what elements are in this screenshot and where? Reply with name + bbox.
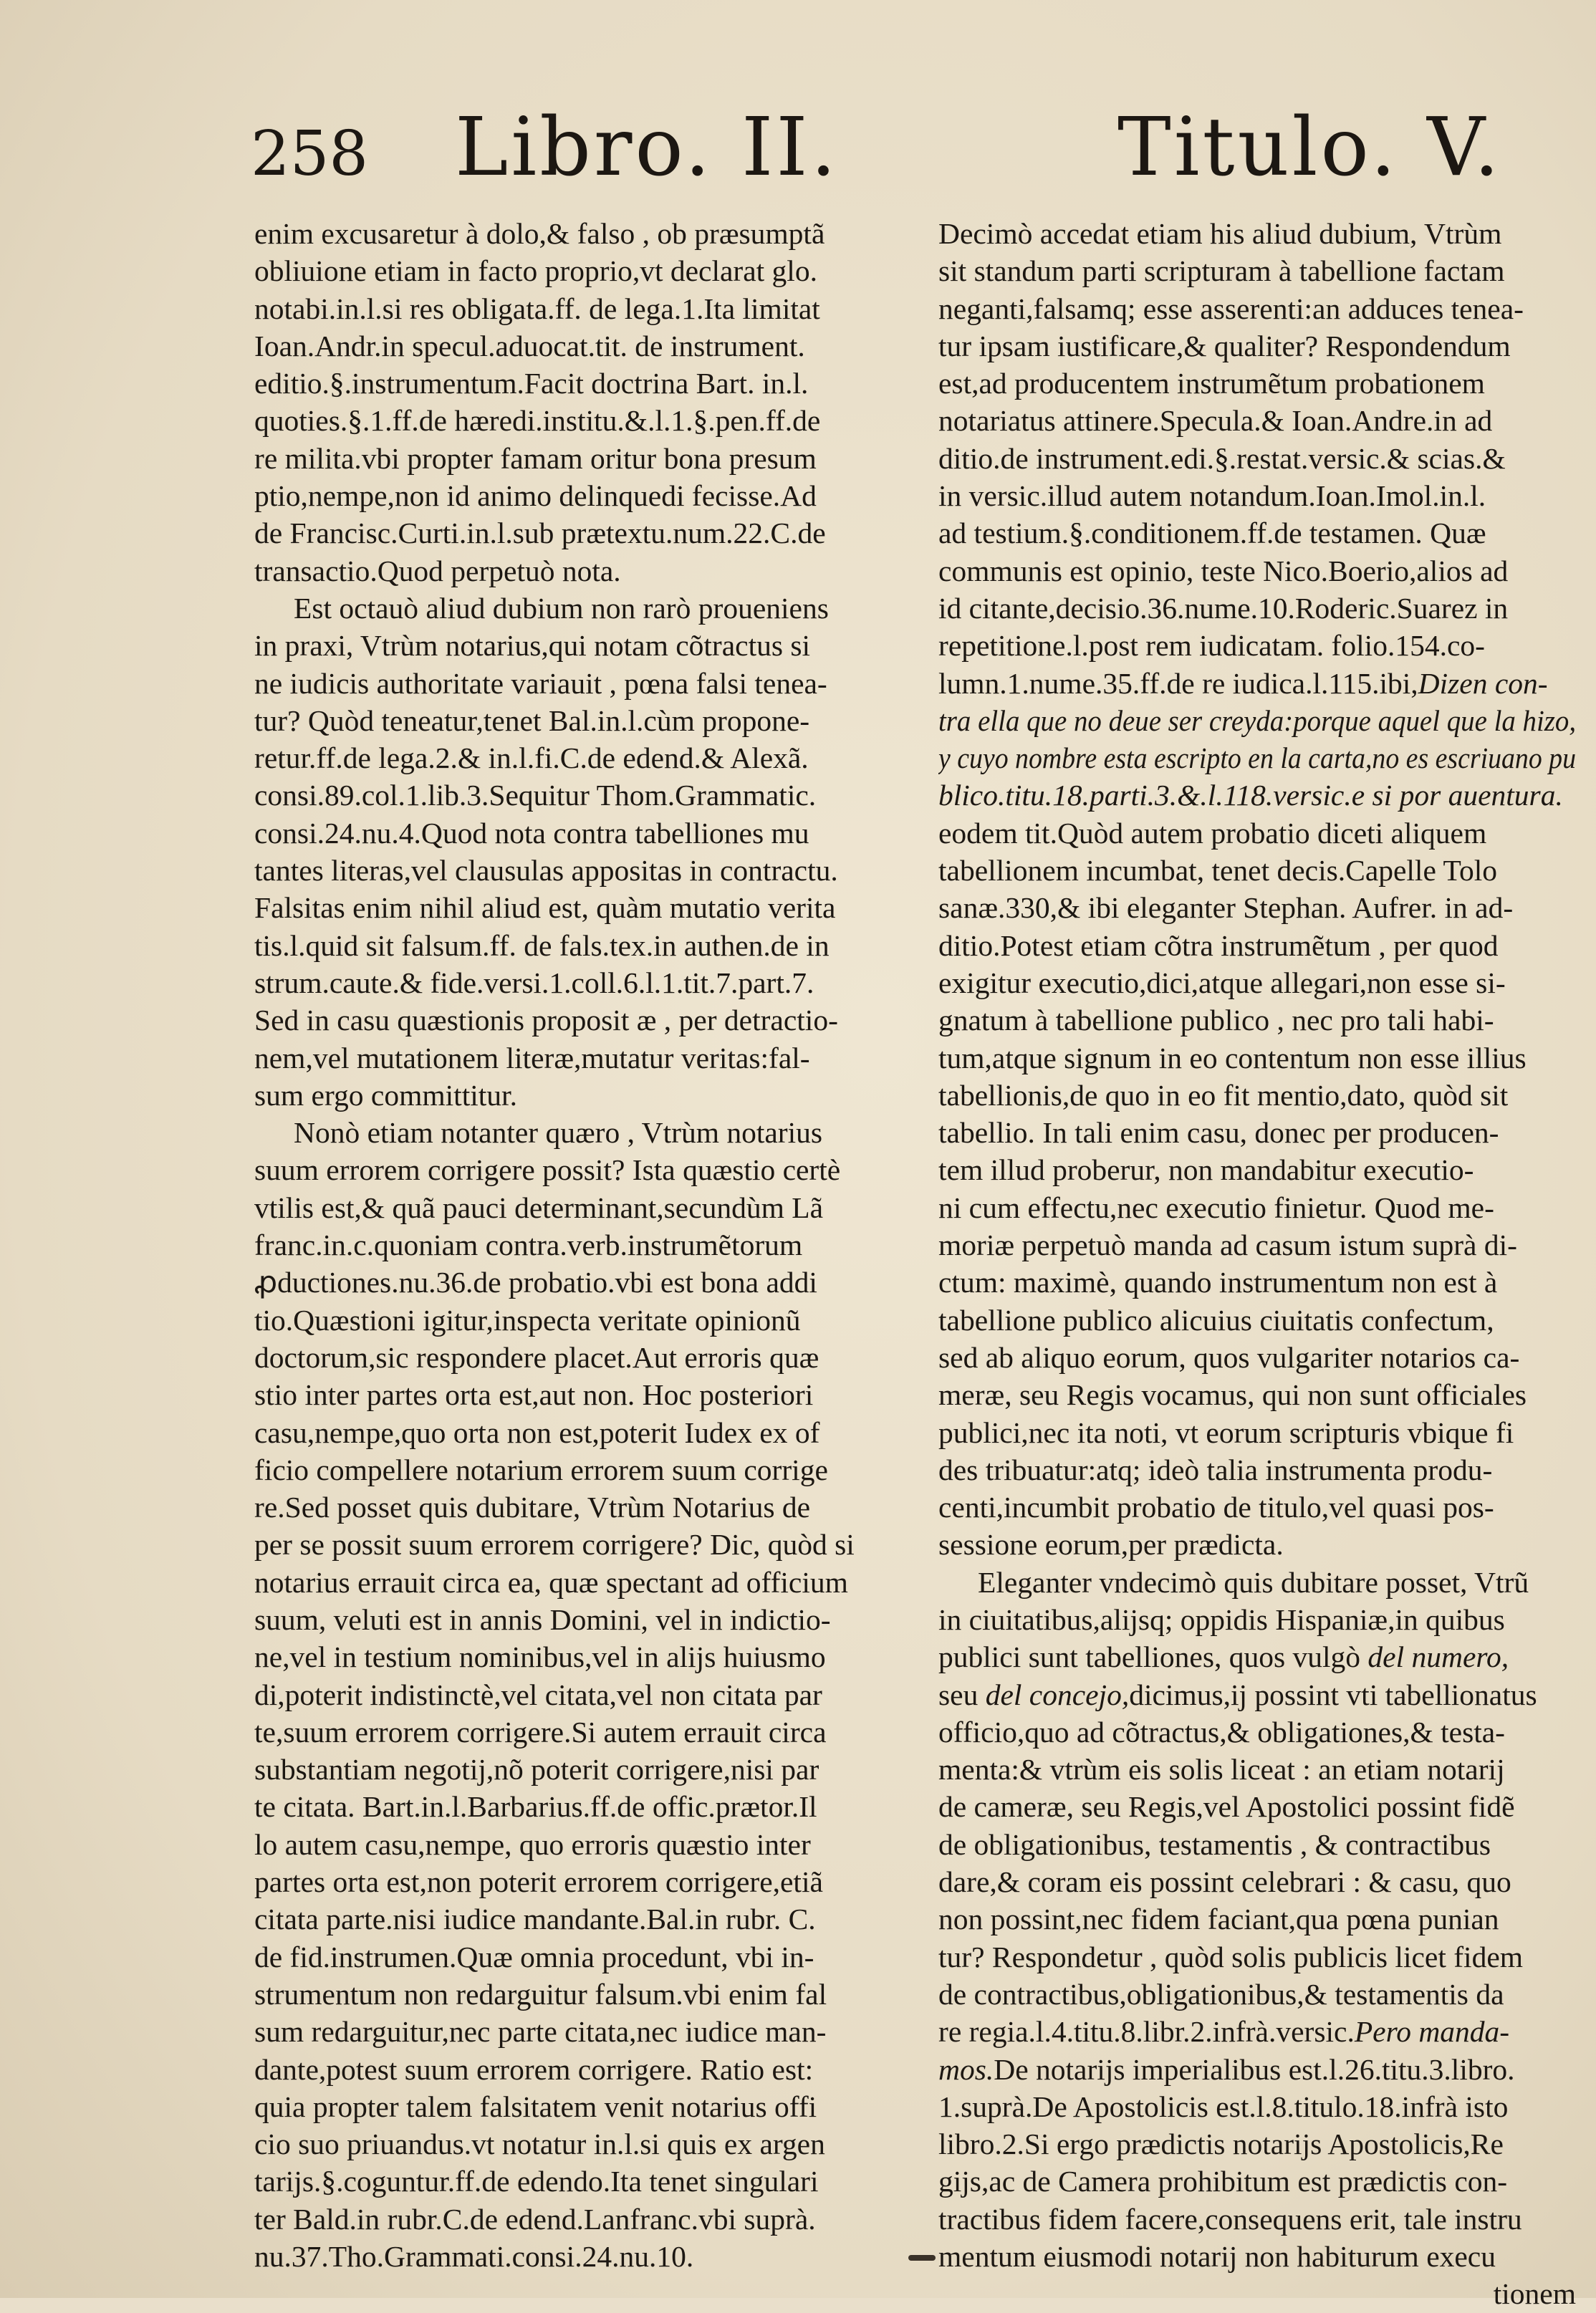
text-line: enim excusaretur à dolo,& falso , ob præsumptã <box>254 217 825 250</box>
text-line: te citata. Bart.in.l.Barbarius.ff.de offic.prætor.Il <box>254 1790 817 1824</box>
text-line: communis est opinio, teste Nico.Boerio,alios ad <box>938 554 1509 587</box>
text-line: gnatum à tabellione publico , nec pro tali habi- <box>938 1004 1494 1037</box>
text-line: suum, veluti est in annis Domini, vel in indictio- <box>254 1602 831 1636</box>
text-line: in ciuitatibus,alijsq; oppidis Hispaniæ,in quibus <box>938 1602 1505 1636</box>
text-line: tur? Quòd teneatur,tenet Bal.in.l.cùm propone- <box>254 703 810 737</box>
text-segment: De notarijs imperialibus est.l.26.titu.3.libro. <box>994 2052 1515 2086</box>
text-line: ne,vel in testium nominibus,vel in alijs huiusmo <box>254 1640 826 1674</box>
text-line: de Francisc.Curti.in.l.sub prætextu.num.22.C.de <box>254 516 826 550</box>
text-line: moriæ perpetuò manda ad casum istum suprà di- <box>938 1228 1517 1262</box>
spanish-quote-line: tra ella que no deue ser creyda:porque aquel que la hizo, <box>938 703 1576 737</box>
right-column <box>938 215 1576 2313</box>
text-line: nu.37.Tho.Grammati.consi.24.nu.10. <box>254 2240 694 2274</box>
text-line: ni cum effectu,nec executio finietur. Quod me- <box>938 1191 1494 1224</box>
text-line: ne iudicis authoritate variauit , pœna falsi tenea- <box>254 666 827 700</box>
page-header <box>0 101 1596 215</box>
text-segment: lumn.1.nume.35.ff.de re iudica.l.115.ibi, <box>938 666 1418 700</box>
text-line: franc.in.c.quoniam contra.verb.instrumẽtorum <box>254 1228 803 1262</box>
text-line: repetitione.l.post rem iudicatam. folio.154.co- <box>938 629 1485 663</box>
paragraph-start-line: Eleganter vndecimò quis dubitare posset, Vtrũ <box>978 1565 1529 1599</box>
text-line: lo autem casu,nempe, quo erroris quæstio inter <box>254 1827 811 1861</box>
text-line: tur? Respondetur , quòd solis publicis licet fidem <box>938 1940 1524 1973</box>
text-line: tabellio. In tali enim casu, donec per producen- <box>938 1116 1499 1150</box>
text-line: notabi.in.l.si res obligata.ff. de lega.1.Ita limitat <box>254 292 820 325</box>
text-line: 1.suprà.De Apostolicis est.l.8.titulo.18.infrà isto <box>938 2090 1509 2123</box>
text-line: ꝓductiones.nu.36.de probatio.vbi est bona addi <box>254 1266 817 1299</box>
text-line: editio.§.instrumentum.Facit doctrina Bart. in.l. <box>254 367 809 400</box>
text-line: tur ipsam iustificare,& qualiter? Respondendum <box>938 329 1511 362</box>
text-line: sit standum parti scripturam à tabellione factam <box>938 254 1505 288</box>
text-line: obliuione etiam in facto proprio,vt declarat glo. <box>254 254 817 288</box>
text-line: partes orta est,non poterit errorem corrigere,etiã <box>254 1865 823 1899</box>
text-line: substantiam negotij,nõ poterit corrigere,nisi par <box>254 1753 819 1787</box>
folio-number: 258 <box>251 118 369 190</box>
text-line: re.Sed posset quis dubitare, Vtrùm Notarius de <box>254 1491 811 1524</box>
text-line: consi.24.nu.4.Quod nota contra tabelliones mu <box>254 816 809 850</box>
text-line: quoties.§.1.ff.de hæredi.institu.&.l.1.§.pen.ff.de <box>254 404 821 438</box>
text-line: notarius errauit circa ea, quæ spectant ad officium <box>254 1565 848 1599</box>
text-line: officio,quo ad cõtractus,& obligationes,& testa- <box>938 1715 1505 1749</box>
text-line: doctorum,sic respondere placet.Aut erroris quæ <box>254 1340 819 1374</box>
text-line: sed ab aliquo eorum, quos vulgariter notarios ca- <box>938 1340 1520 1374</box>
text-line: des tribuatur:atq; ideò talia instrumenta produ- <box>938 1453 1493 1486</box>
spanish-term: Pero manda- <box>1354 2015 1510 2049</box>
text-line: neganti,falsamq; esse asserenti:an adduces tenea- <box>938 292 1524 325</box>
text-line: quia propter talem falsitatem venit notarius offi <box>254 2090 817 2123</box>
text-line: mentum eiusmodi notarij non habiturum execu <box>938 2240 1496 2274</box>
running-head-title: Titulo. V. <box>1117 101 1503 194</box>
text-line: publici,nec ita noti, vt eorum scripturis vbique fi <box>938 1415 1514 1449</box>
text-line: tractibus fidem facere,consequens erit, tale instru <box>938 2202 1522 2236</box>
text-segment: seu <box>938 1678 979 1711</box>
text-line: ficio compellere notarium errorem suum corrige <box>254 1453 828 1486</box>
text-line: dare,& coram eis possint celebrari : & casu, quo <box>938 1865 1511 1899</box>
text-line: te,suum errorem corrigere.Si autem errauit circa <box>254 1715 827 1749</box>
text-segment: re regia.l.4.titu.8.libr.2.infrà.versic. <box>938 2015 1355 2049</box>
text-line: sessione eorum,per prædicta. <box>938 1528 1284 1562</box>
text-line: notariatus attinere.Specula.& Ioan.Andre.in ad <box>938 404 1493 438</box>
spanish-quote: Dizen con- <box>1418 666 1548 700</box>
text-line: exigitur executio,dici,atque allegari,non esse si- <box>938 966 1506 999</box>
text-line: ctum: maximè, quando instrumentum non est à <box>938 1266 1498 1299</box>
spanish-term: mos. <box>938 2052 994 2086</box>
text-line: tabellionis,de quo in eo fit mentio,dato, quòd sit <box>938 1078 1509 1112</box>
text-line: id citante,decisio.36.nume.10.Roderic.Suarez in <box>938 591 1509 625</box>
ink-mark <box>908 2255 936 2261</box>
text-segment: blico.titu.18.parti.3.&.l.118.versic. <box>938 779 1352 812</box>
text-line: in versic.illud autem notandum.Ioan.Imol.in.l. <box>938 479 1486 513</box>
text-line: non possint,nec fidem faciant,qua pœna punian <box>938 1903 1499 1936</box>
text-line: ditio.de instrument.edi.§.restat.versic.& scias.& <box>938 441 1506 475</box>
text-line: Falsitas enim nihil aliud est, quàm mutatio verita <box>254 891 836 925</box>
text-line <box>938 2051 1576 2088</box>
text-line: nem,vel mutationem literæ,mutatur veritas:fal- <box>254 1041 810 1074</box>
text-line: dante,potest suum errorem corrigere. Ratio est: <box>254 2052 814 2086</box>
text-line: strumentum non redarguitur falsum.vbi enim fal <box>254 1977 827 2011</box>
text-line: eodem tit.Quòd autem probatio diceti aliquem <box>938 816 1487 850</box>
text-line: ptio,nempe,non id animo delinquedi fecisse.Ad <box>254 479 817 513</box>
paragraph-start-line: Est octauò aliud dubium non rarò proueniens <box>294 591 829 625</box>
text-line: vtilis est,& quã pauci determinant,secundùm Lã <box>254 1191 824 1224</box>
text-line: tabellionem incumbat, tenet decis.Capelle Tolo <box>938 854 1497 888</box>
text-line: tis.l.quid sit falsum.ff. de fals.tex.in authen.de in <box>254 928 830 962</box>
running-head-book: Libro. II. <box>455 101 840 194</box>
text-line: ditio.Potest etiam cõtra instrumẽtum , per quod <box>938 928 1499 962</box>
text-segment: publici sunt tabelliones, quos vulgò <box>938 1640 1361 1674</box>
text-line: centi,incumbit probatio de titulo,vel quasi pos- <box>938 1491 1494 1524</box>
text-line: transactio.Quod perpetuò nota. <box>254 554 621 587</box>
spanish-term: del concejo, <box>985 1678 1130 1711</box>
text-line: citata parte.nisi iudice mandante.Bal.in rubr. C. <box>254 1903 816 1936</box>
text-line: sum ergo committitur. <box>254 1078 517 1112</box>
text-line: tantes literas,vel clausulas appositas in contractu. <box>254 854 838 888</box>
text-line: gijs,ac de Camera prohibitum est prædictis con- <box>938 2165 1508 2198</box>
text-line: ter Bald.in rubr.C.de edend.Lanfranc.vbi suprà. <box>254 2202 816 2236</box>
text-line: re milita.vbi propter famam oritur bona presum <box>254 441 817 475</box>
text-line: tabellione publico alicuius ciuitatis confectum, <box>938 1303 1494 1337</box>
text-line: menta:& vtrùm eis solis liceat : an etiam notarij <box>938 1753 1505 1787</box>
text-line <box>938 2013 1576 2050</box>
text-segment: dicimus,ij possint vti tabellionatus <box>1129 1678 1537 1711</box>
text-line: Ioan.Andr.in specul.aduocat.tit. de instrument. <box>254 329 805 362</box>
text-line <box>938 1638 1576 1675</box>
text-line <box>938 776 1576 814</box>
text-line: cio suo priuandus.vt notatur in.l.si quis ex argen <box>254 2127 825 2161</box>
text-line <box>938 1676 1576 1713</box>
text-line: est,ad producentem instrumẽtum probationem <box>938 367 1485 400</box>
text-line: stio inter partes orta est,aut non. Hoc posteriori <box>254 1378 814 1412</box>
text-line: retur.ff.de lega.2.& in.l.fi.C.de edend.& Alexã. <box>254 741 809 775</box>
text-line: libro.2.Si ergo prædictis notarijs Apostolicis,Re <box>938 2127 1504 2161</box>
text-line: meræ, seu Regis vocamus, qui non sunt officiales <box>938 1378 1527 1412</box>
text-line: tem illud proberur, non mandabitur executio- <box>938 1153 1474 1187</box>
text-line: suum errorem corrigere possit? Ista quæstio certè <box>254 1153 841 1187</box>
text-line: tarijs.§.coguntur.ff.de edendo.Ita tenet singulari <box>254 2165 819 2198</box>
text-line: sanæ.330,& ibi eleganter Stephan. Aufrer. in ad- <box>938 891 1514 925</box>
text-line: strum.caute.& fide.versi.1.coll.6.l.1.tit.7.part.7. <box>254 966 814 999</box>
text-line: sum redarguitur,nec parte citata,nec iudice man- <box>254 2015 827 2049</box>
text-line: in praxi, Vtrùm notarius,qui notam cõtractus si <box>254 629 811 663</box>
text-line: Decimò accedat etiam his aliud dubium, Vtrùm <box>938 217 1502 250</box>
paragraph-start-line: Nonò etiam notanter quæro , Vtrùm notarius <box>294 1116 823 1150</box>
text-line <box>938 665 1576 702</box>
text-line: tum,atque signum in eo contentum non esse illius <box>938 1041 1527 1074</box>
spanish-quote: e si por auentura. <box>1351 779 1563 812</box>
text-line: ad testium.§.conditionem.ff.de testamen. Quæ <box>938 516 1486 550</box>
text-line: tio.Quæstioni igitur,inspecta veritate opinionũ <box>254 1303 801 1337</box>
text-line: de cameræ, seu Regis,vel Apostolici possint fidẽ <box>938 1790 1515 1824</box>
text-line: de fid.instrumen.Quæ omnia procedunt, vbi in- <box>254 1940 814 1973</box>
text-line: consi.89.col.1.lib.3.Sequitur Thom.Grammatic. <box>254 779 817 812</box>
left-column <box>254 215 899 2275</box>
text-line: di,poterit indistinctè,vel citata,vel non citata par <box>254 1678 822 1711</box>
spanish-quote-line: y cuyo nombre esta escripto en la carta,no es escriuano pu <box>938 741 1576 775</box>
text-line: casu,nempe,quo orta non est,poterit Iudex ex of <box>254 1415 820 1449</box>
text-line: Sed in casu quæstionis proposit æ , per detractio- <box>254 1004 838 1037</box>
text-line: per se possit suum errorem corrigere? Dic, quòd si <box>254 1528 855 1562</box>
text-line: de obligationibus, testamentis , & contractibus <box>938 1827 1491 1861</box>
spanish-term: del numero, <box>1367 1640 1509 1674</box>
text-line: de contractibus,obligationibus,& testamentis da <box>938 1977 1504 2011</box>
catchword: tionem <box>1493 2277 1576 2311</box>
